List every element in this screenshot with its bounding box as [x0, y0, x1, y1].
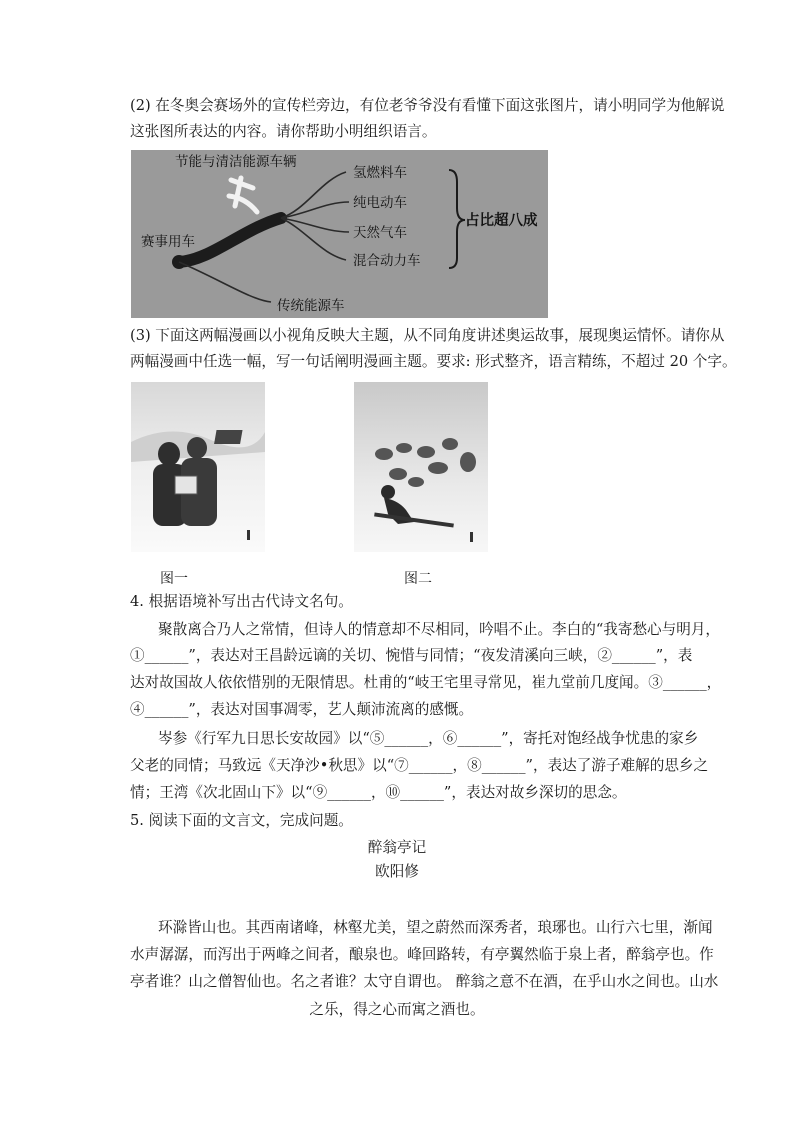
essay-line-4: 之乐，得之心而寓之酒也。: [309, 1001, 485, 1018]
q4-p2-line-2: 父老的同情；马致远《天净沙•秋思》以“⑦______，⑧______”，表达了游子难解的思乡之: [130, 757, 709, 774]
top-label: 节能与清洁能源车辆: [175, 154, 297, 170]
figure-caption-2: 图二: [404, 571, 432, 587]
essay-line-3: 亭者谁？山之僧智仙也。名之者谁？太守自谓也。 醉翁之意不在酒，在乎山水之间也。山水: [130, 973, 719, 990]
root-label: 赛事用车: [141, 234, 195, 250]
q4-p1-line-4: ④______”，表达对国事凋零，艺人颠沛流离的感慨。: [130, 701, 474, 718]
q4-p1-line-1: 聚散离合乃人之常情，但诗人的情意却不尽相同，吟唱不止。李白的“我寄愁心与明月，: [158, 621, 721, 638]
q2-line-1: (2) 在冬奥会赛场外的宣传栏旁边，有位老爷爷没有看懂下面这张图片，请小明同学为他解说: [130, 97, 725, 114]
q3-line-1: (3) 下面这两幅漫画以小视角反映大主题，从不同角度讲述奥运故事，展现奥运情怀。请你从: [130, 327, 725, 344]
branch-label-2: 纯电动车: [353, 195, 407, 211]
energy-vehicle-mindmap: [131, 150, 548, 318]
q5-heading: 5. 阅读下面的文言文，完成问题。: [130, 812, 353, 829]
essay-title: 醉翁亭记: [367, 839, 427, 856]
q2-line-2: 这张图所表达的内容。请你帮助小明组织语言。: [130, 123, 437, 140]
brace-label: 占比超八成: [465, 213, 538, 229]
branch-label-1: 氢燃料车: [353, 165, 407, 181]
essay-line-2: 水声潺潺，而泻出于两峰之间者，酿泉也。峰回路转，有亭翼然临于泉上者，醉翁亭也。作: [130, 946, 714, 963]
branch-label-4: 混合动力车: [353, 253, 421, 269]
branch-label-3: 天然气车: [353, 225, 407, 241]
q4-p1-line-3: 达对故国故人依依惜别的无限情思。杜甫的“岐王宅里寻常见，崔九堂前几度闻。③______，: [130, 674, 722, 691]
q4-heading: 4. 根据语境补写出古代诗文名句。: [130, 593, 353, 610]
q4-p1-line-2: ①______”，表达对王昌龄远谪的关切、惋惜与同情；“夜发清溪向三峡，②______”，表: [130, 647, 693, 664]
cartoon-image-1: [131, 382, 265, 552]
essay-author: 欧阳修: [375, 863, 419, 880]
bottom-label: 传统能源车: [277, 298, 345, 314]
q4-p2-line-3: 情；王湾《次北固山下》以“⑨______，⑩______”，表达对故乡深切的思念。: [130, 784, 627, 801]
figure-caption-1: 图一: [160, 571, 188, 587]
essay-line-1: 环滁皆山也。其西南诸峰，林壑尤美，望之蔚然而深秀者，琅琊也。山行六七里，渐闻: [158, 919, 713, 936]
q4-p2-line-1: 岑参《行军九日思长安故园》以“⑤______，⑥______”，寄托对饱经战争忧患的家乡: [158, 730, 699, 747]
q3-line-2: 两幅漫画中任选一幅，写一句话阐明漫画主题。要求: 形式整齐，语言精练，不超过 20 个字。: [130, 353, 737, 370]
cartoon-image-2: [354, 382, 488, 552]
